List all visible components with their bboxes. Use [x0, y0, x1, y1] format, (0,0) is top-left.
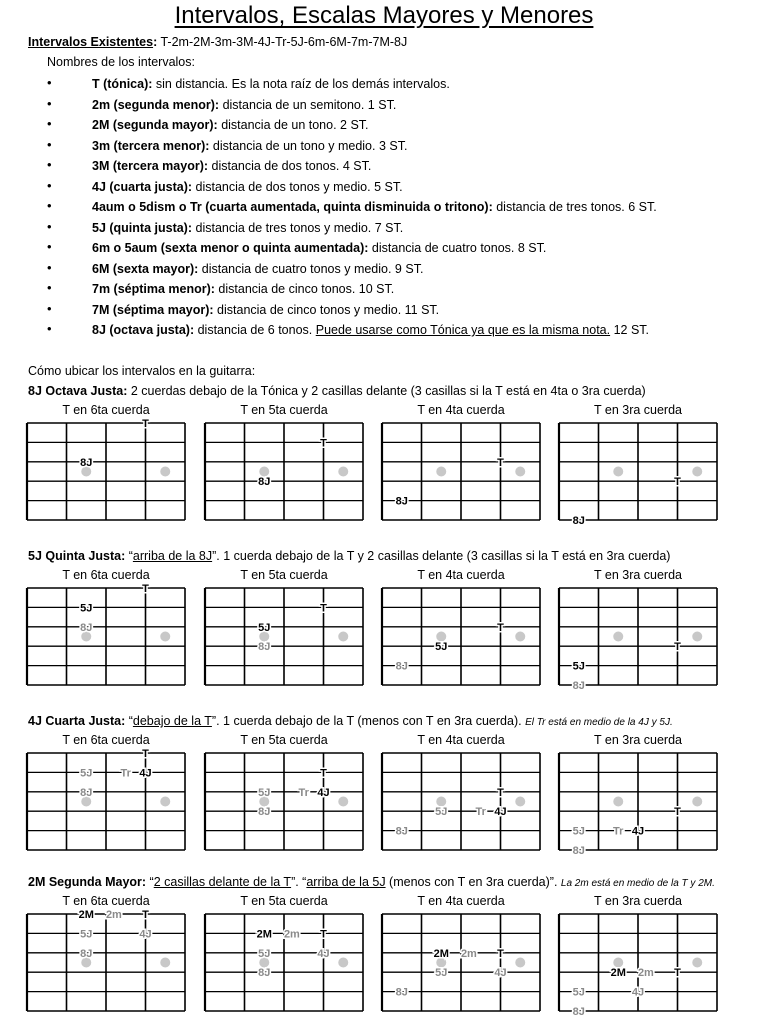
- interval-description: distancia de dos tonos. 4 ST.: [208, 159, 372, 173]
- interval-marker: 2M: [256, 928, 272, 941]
- fretboard-diagram: [559, 914, 721, 1025]
- how-to-heading: Cómo ubicar los intervalos en la guitarra:: [28, 364, 256, 378]
- fretboard-diagram: [27, 418, 189, 534]
- interval-marker: 4J: [139, 767, 152, 780]
- existing-intervals-line: Intervalos Existentes: T-2m-2M-3m-3M-4J-Tr-5J-6m-6M-7m-7M-8J: [28, 35, 408, 49]
- section-heading: [28, 383, 646, 399]
- interval-marker: Tr: [298, 786, 309, 799]
- fret-inlay-dot: [338, 632, 348, 642]
- interval-marker: 4J: [317, 947, 330, 960]
- bullet-icon: •: [47, 259, 52, 275]
- bullet-icon: •: [47, 116, 52, 131]
- diagram-label: T en 6ta cuerda: [62, 894, 150, 908]
- interval-description: distancia de tres tonos. 6 ST.: [492, 200, 657, 214]
- interval-name: 7M (séptima mayor):: [92, 302, 214, 317]
- diagram-label: T en 6ta cuerda: [62, 733, 150, 747]
- interval-names-heading: Nombres de los intervalos:: [47, 55, 195, 69]
- interval-marker: T: [497, 786, 504, 799]
- interval-marker: 4J: [494, 806, 507, 819]
- interval-item: [92, 138, 407, 154]
- fret-inlay-dot: [613, 467, 623, 477]
- fret-inlay-dot: [613, 632, 623, 642]
- interval-marker: T: [320, 602, 327, 615]
- interval-marker: 8J: [80, 786, 93, 799]
- interval-item: [92, 97, 396, 113]
- diagram-label: T en 5ta cuerda: [240, 568, 328, 582]
- section-hint: arriba de la 5J: [306, 875, 386, 889]
- bullet-icon: •: [47, 75, 52, 90]
- interval-marker: T: [320, 437, 327, 450]
- fret-inlay-dot: [259, 467, 269, 477]
- interval-marker: T: [320, 767, 327, 780]
- interval-marker: 4J: [139, 928, 152, 941]
- fret-inlay-dot: [160, 958, 170, 968]
- interval-item: [92, 322, 649, 338]
- diagram-label: T en 6ta cuerda: [62, 568, 150, 582]
- interval-description: distancia de un semitono. 1 ST.: [219, 97, 397, 112]
- interval-marker: 5J: [258, 786, 271, 799]
- interval-item: [92, 240, 546, 256]
- section-text: “: [146, 875, 154, 889]
- interval-marker: T: [142, 909, 149, 921]
- fret-inlay-dot: [692, 632, 702, 642]
- interval-marker: T: [497, 456, 504, 469]
- interval-semitones: 12 ST.: [610, 323, 650, 337]
- interval-item: [92, 261, 423, 277]
- interval-name: T (tónica):: [92, 77, 153, 91]
- fret-inlay-dot: [160, 797, 170, 807]
- section-text: “: [125, 714, 133, 728]
- section-text: 2 cuerdas debajo de la Tónica y 2 casillas delante (3 casillas si la T está en 4ta o 3ra cuerda): [127, 384, 646, 398]
- bullet-icon: •: [47, 239, 52, 254]
- section-hint: 2 casillas delante de la T: [153, 875, 292, 889]
- interval-item: [92, 76, 450, 92]
- fret-inlay-dot: [436, 632, 446, 642]
- interval-marker: 5J: [572, 986, 585, 999]
- interval-description: distancia de tres tonos y medio. 7 ST.: [192, 220, 404, 235]
- interval-marker: 5J: [572, 825, 585, 838]
- fret-inlay-dot: [436, 797, 446, 807]
- existing-intervals-label: Intervalos Existentes: [28, 35, 154, 49]
- diagram-label: T en 5ta cuerda: [240, 733, 328, 747]
- bullet-icon: •: [47, 136, 52, 152]
- interval-name: 3m (tercera menor):: [92, 138, 210, 153]
- interval-marker: 2m: [637, 967, 654, 980]
- interval-marker: T: [497, 947, 504, 960]
- interval-marker: 8J: [258, 806, 271, 819]
- interval-marker: 5J: [435, 967, 448, 980]
- section-note: El Tr está en medio de la 4J y 5J.: [525, 717, 673, 728]
- section-text: “: [125, 549, 133, 563]
- diagram-label: T en 3ra cuerda: [593, 568, 683, 582]
- interval-item: [92, 302, 439, 318]
- fret-inlay-dot: [692, 958, 702, 968]
- fretboard-diagram: [27, 583, 189, 699]
- bullet-icon: •: [47, 300, 52, 316]
- interval-description: distancia de cuatro tonos y medio. 9 ST.: [198, 261, 424, 276]
- fretboard-diagram: [205, 914, 367, 1025]
- interval-marker: Tr: [613, 825, 624, 838]
- interval-name: 5J (quinta justa):: [92, 220, 193, 235]
- fret-inlay-dot: [160, 632, 170, 642]
- interval-marker: 8J: [80, 456, 93, 469]
- interval-description: distancia de cuatro tonos. 8 ST.: [368, 241, 547, 255]
- bullet-icon: •: [47, 280, 52, 295]
- fret-inlay-dot: [160, 467, 170, 477]
- fretboard-diagram: [205, 423, 367, 534]
- interval-marker: 5J: [80, 928, 93, 941]
- interval-marker: T: [142, 748, 149, 760]
- interval-description: distancia de cinco tonos. 10 ST.: [214, 282, 395, 296]
- interval-marker: 4J: [631, 986, 645, 999]
- diagram-label: T en 5ta cuerda: [240, 403, 328, 417]
- diagram-label: T en 3ra cuerda: [593, 733, 683, 747]
- interval-description: distancia de un tono. 2 ST.: [217, 118, 369, 132]
- interval-marker: 8J: [395, 825, 408, 838]
- interval-marker: 2m: [105, 909, 122, 921]
- bullet-icon: •: [47, 177, 52, 193]
- fretboard-diagram: [382, 423, 544, 534]
- fretboard-diagram: [205, 753, 367, 864]
- section-hint: debajo de la T: [132, 714, 212, 728]
- interval-name: 3M (tercera mayor):: [92, 159, 209, 173]
- interval-marker: Tr: [120, 767, 131, 780]
- interval-marker: 5J: [435, 641, 448, 654]
- interval-marker: T: [320, 928, 327, 941]
- interval-item: [92, 281, 394, 297]
- fret-inlay-dot: [613, 958, 623, 968]
- fret-inlay-dot: [515, 632, 525, 642]
- interval-name: 8J (octava justa):: [92, 323, 195, 337]
- section-hint: arriba de la 8J: [132, 549, 213, 563]
- interval-marker: 2M: [610, 967, 626, 980]
- interval-marker: 8J: [395, 986, 408, 999]
- interval-item: [92, 117, 369, 133]
- interval-marker: 8J: [258, 641, 271, 654]
- diagram-label: T en 5ta cuerda: [240, 894, 328, 908]
- fret-inlay-dot: [515, 958, 525, 968]
- fretboard-diagram: [559, 588, 721, 699]
- section-heading: [28, 713, 673, 731]
- interval-name: 2M (segunda mayor):: [92, 118, 218, 132]
- section-text: (menos con T en 3ra cuerda)”.: [385, 875, 561, 889]
- fret-inlay-dot: [515, 797, 525, 807]
- diagram-label: T en 6ta cuerda: [62, 403, 150, 417]
- diagram-label: T en 3ra cuerda: [593, 894, 683, 908]
- section-note: La 2m está en medio de la T y 2M.: [560, 878, 715, 889]
- interval-name: 6m o 5aum (sexta menor o quinta aumentada):: [92, 241, 369, 255]
- fretboard-diagram: [559, 753, 721, 864]
- interval-marker: Tr: [475, 806, 486, 819]
- bullet-icon: •: [47, 321, 52, 336]
- interval-description: distancia de dos tonos y medio. 5 ST.: [192, 179, 403, 194]
- interval-marker: 8J: [80, 947, 93, 960]
- interval-marker: 5J: [572, 660, 585, 673]
- diagram-label: T en 3ra cuerda: [593, 403, 683, 417]
- interval-item: [92, 179, 403, 195]
- interval-marker: T: [674, 641, 681, 654]
- interval-marker: T: [497, 621, 504, 634]
- interval-marker: 8J: [572, 1006, 585, 1018]
- interval-marker: 8J: [80, 621, 93, 634]
- fretboard-diagram: [382, 588, 544, 699]
- interval-marker: 8J: [572, 845, 585, 857]
- interval-marker: T: [674, 476, 681, 489]
- section-text: ”. 1 cuerda debajo de la T (menos con T en 3ra cuerda).: [211, 714, 526, 728]
- interval-marker: 4J: [631, 825, 645, 838]
- interval-item: [92, 158, 371, 174]
- interval-marker: 8J: [572, 515, 585, 527]
- interval-marker: 8J: [258, 476, 271, 489]
- interval-note: Puede usarse como Tónica ya que es la misma nota.: [315, 323, 611, 337]
- interval-marker: T: [674, 967, 681, 980]
- fret-inlay-dot: [338, 797, 348, 807]
- fret-inlay-dot: [338, 958, 348, 968]
- section-interval-name: 5J Quinta Justa:: [28, 549, 126, 563]
- fretboard-diagram: [382, 753, 544, 864]
- interval-marker: 5J: [80, 602, 93, 615]
- existing-intervals-value: T-2m-2M-3m-3M-4J-Tr-5J-6m-6M-7m-7M-8J: [160, 35, 408, 49]
- section-heading: [28, 874, 715, 892]
- interval-marker: 8J: [395, 660, 408, 673]
- interval-description: distancia de cinco tonos y medio. 11 ST.: [213, 302, 440, 317]
- fret-inlay-dot: [692, 797, 702, 807]
- interval-marker: 5J: [80, 767, 93, 780]
- fretboard-diagram: [559, 423, 721, 534]
- interval-name: 7m (séptima menor):: [92, 282, 215, 296]
- fretboard-diagram: [27, 748, 189, 864]
- interval-marker: 4J: [317, 786, 330, 799]
- interval-marker: 8J: [572, 680, 585, 692]
- bullet-icon: •: [47, 198, 52, 213]
- section-text: ”. 1 cuerda debajo de la T y 2 casillas delante (3 casillas si la T está en 3ra cuerda): [212, 549, 671, 563]
- fretboard-diagram: [382, 914, 544, 1025]
- interval-marker: 8J: [258, 967, 271, 980]
- interval-marker: 2M: [78, 909, 94, 921]
- diagram-label: T en 4ta cuerda: [417, 894, 505, 908]
- interval-description: sin distancia. Es la nota raíz de los demás intervalos.: [152, 77, 450, 91]
- interval-name: 4J (cuarta justa):: [92, 179, 193, 194]
- interval-name: 6M (sexta mayor):: [92, 261, 199, 276]
- section-heading: [28, 548, 670, 564]
- interval-marker: 4J: [494, 967, 507, 980]
- interval-marker: 5J: [258, 621, 271, 634]
- interval-item: [92, 220, 403, 236]
- bullet-icon: •: [47, 95, 52, 111]
- bullet-icon: •: [47, 157, 52, 172]
- section-interval-name: 2M Segunda Mayor:: [28, 875, 147, 889]
- fretboard-diagram: [27, 909, 189, 1025]
- fret-inlay-dot: [338, 467, 348, 477]
- interval-marker: 2m: [283, 928, 300, 941]
- fretboard-diagram: [205, 588, 367, 699]
- section-interval-name: 4J Cuarta Justa:: [28, 714, 126, 728]
- interval-marker: 2M: [433, 947, 449, 960]
- interval-marker: T: [142, 583, 149, 595]
- section-text: ”. “: [291, 875, 307, 889]
- interval-marker: T: [674, 806, 681, 819]
- fret-inlay-dot: [692, 467, 702, 477]
- interval-description: distancia de un tono y medio. 3 ST.: [209, 138, 408, 153]
- interval-item: [92, 199, 657, 215]
- interval-marker: T: [142, 418, 149, 430]
- fret-inlay-dot: [515, 467, 525, 477]
- interval-marker: 5J: [435, 806, 448, 819]
- diagram-label: T en 4ta cuerda: [417, 568, 505, 582]
- interval-description: distancia de 6 tonos.: [194, 323, 316, 337]
- diagram-label: T en 4ta cuerda: [417, 733, 505, 747]
- interval-name: 2m (segunda menor):: [92, 97, 220, 112]
- section-interval-name: 8J Octava Justa:: [28, 384, 128, 398]
- interval-marker: 5J: [258, 947, 271, 960]
- interval-marker: 2m: [460, 947, 477, 960]
- interval-name: 4aum o 5dism o Tr (cuarta aumentada, quinta disminuida o tritono):: [92, 200, 493, 214]
- fret-inlay-dot: [613, 797, 623, 807]
- page-title: Intervalos, Escalas Mayores y Menores: [174, 2, 594, 29]
- bullet-icon: •: [47, 218, 52, 234]
- fret-inlay-dot: [436, 467, 446, 477]
- diagram-label: T en 4ta cuerda: [417, 403, 505, 417]
- interval-marker: 8J: [395, 495, 408, 508]
